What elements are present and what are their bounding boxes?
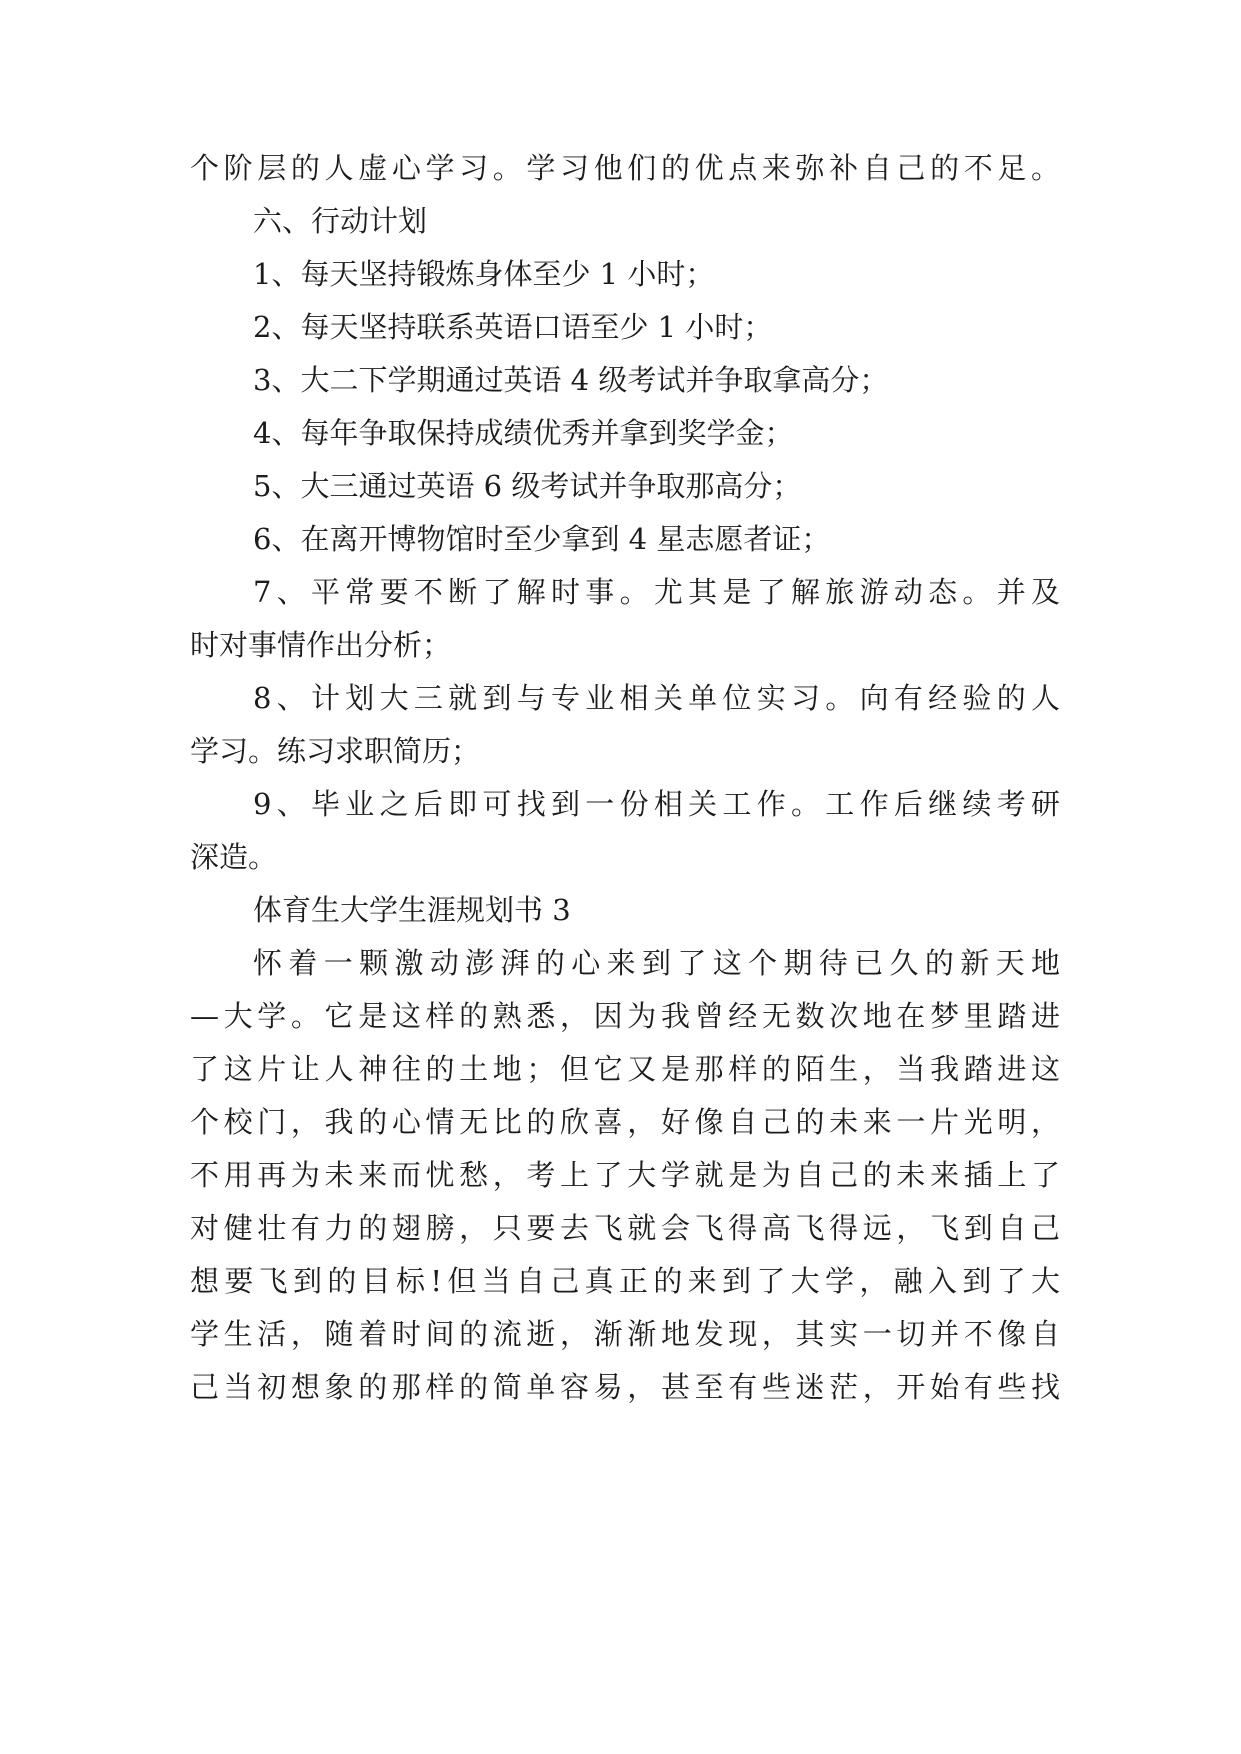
- paragraph-line: 个校门，我的心情无比的欣喜，好像自己的未来一片光明，: [190, 1105, 1060, 1139]
- document-title: 体育生大学生涯规划书 3: [253, 893, 571, 927]
- list-item-continuation: 深造。: [190, 840, 278, 874]
- paragraph-line: —大学。它是这样的熟悉，因为我曾经无数次地在梦里踏进: [190, 999, 1060, 1033]
- list-item: 6、在离开博物馆时至少拿到 4 星志愿者证；: [253, 522, 831, 556]
- list-item: 4、每年争取保持成绩优秀并拿到奖学金；: [253, 416, 794, 450]
- list-item: 8、计划大三就到与专业相关单位实习。向有经验的人: [253, 681, 1060, 715]
- paragraph-line: 学生活，随着时间的流逝，渐渐地发现，其实一切并不像自: [190, 1317, 1060, 1351]
- paragraph-line: 了这片让人神往的土地；但它又是那样的陌生，当我踏进这: [190, 1052, 1060, 1086]
- list-item-continuation: 学习。练习求职简历；: [190, 734, 481, 768]
- list-item: 5、大三通过英语 6 级考试并争取那高分；: [253, 469, 802, 503]
- paragraph-line: 不用再为未来而忧愁，考上了大学就是为自己的未来插上了: [190, 1158, 1060, 1192]
- list-item: 2、每天坚持联系英语口语至少 1 小时；: [253, 310, 773, 344]
- list-item: 1、每天坚持锻炼身体至少 1 小时；: [253, 257, 715, 291]
- list-item: 9、毕业之后即可找到一份相关工作。工作后继续考研: [253, 787, 1060, 821]
- text-line: 个阶层的人虚心学习。学习他们的优点来弥补自己的不足。: [190, 151, 1060, 185]
- list-item: 7、平常要不断了解时事。尤其是了解旅游动态。并及: [253, 575, 1060, 609]
- paragraph-line: 怀着一颗激动澎湃的心来到了这个期待已久的新天地: [253, 946, 1060, 980]
- paragraph-line: 对健壮有力的翅膀，只要去飞就会飞得高飞得远，飞到自己: [190, 1211, 1060, 1245]
- list-item-continuation: 时对事情作出分析；: [190, 628, 452, 662]
- paragraph-line: 己当初想象的那样的简单容易，甚至有些迷茫，开始有些找: [190, 1370, 1060, 1404]
- section-heading: 六、行动计划: [253, 204, 428, 238]
- list-item: 3、大二下学期通过英语 4 级考试并争取拿高分；: [253, 363, 889, 397]
- paragraph-line: 想要飞到的目标!但当自己真正的来到了大学，融入到了大: [190, 1264, 1060, 1298]
